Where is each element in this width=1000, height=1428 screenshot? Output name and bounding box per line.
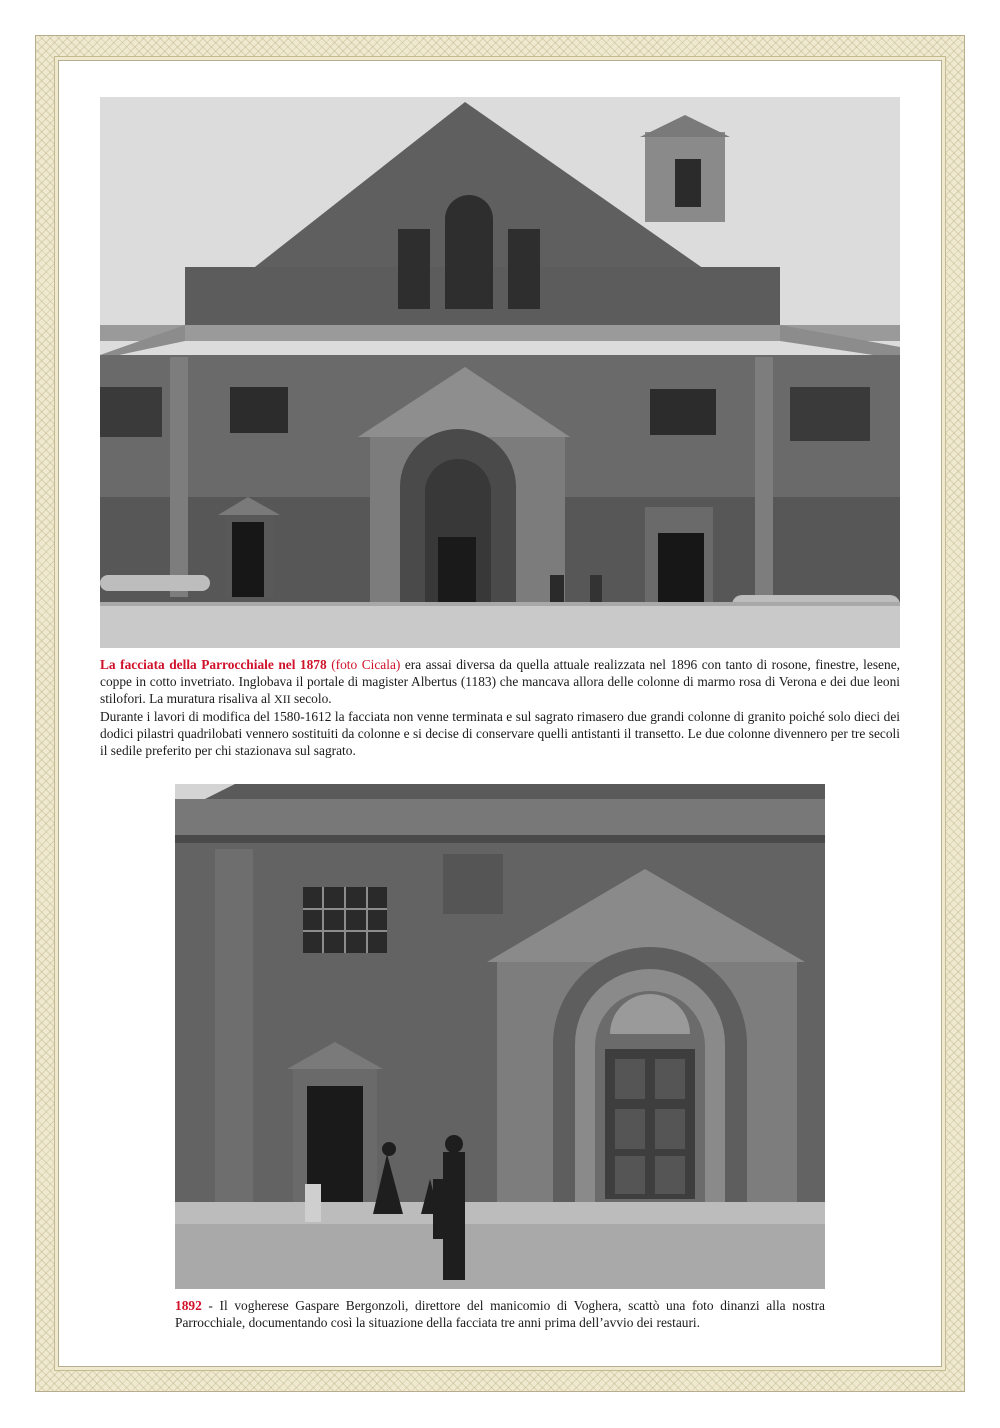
portal-1892-illustration xyxy=(175,784,825,1289)
century-numeral: XII xyxy=(274,692,291,706)
facade-1878-illustration xyxy=(100,97,900,648)
caption-highlight-title: La facciata della Parrocchiale nel 1878 xyxy=(100,657,327,672)
caption-portal-1892 xyxy=(175,1297,825,1331)
caption-paragraph-1892 xyxy=(175,1297,825,1331)
caption-text: era assai diversa da quella attuale realizzata nel 1896 con tanto di rosone, finestre, lesene, coppe in cotto invetriato. Inglobava il portale di magister Albertus (1183) che mancava allora delle colonne di marmo rosa di Verona e dei due leoni stilofori. La muratura risaliva al xyxy=(100,657,900,706)
photo-credit: (foto Cicala) xyxy=(331,657,401,672)
caption-year: 1892 xyxy=(175,1298,202,1313)
caption-paragraph-1 xyxy=(100,656,900,708)
photo-portal-1892 xyxy=(175,784,825,1289)
caption-facade-1878 xyxy=(100,656,900,759)
caption-paragraph-2: Durante i lavori di modifica del 1580-1612 la facciata non venne terminata e sul sagrato rimasero due grandi colonne di granito poiché solo dieci dei dodici pilastri quadrilobati vennero sostituiti da colonne e si decise di conservare quelli antistanti il transetto. Le due colonne divennero per tre secoli il sedile preferito per chi stazionava sul sagrato. xyxy=(100,709,900,758)
photo-facade-1878 xyxy=(100,97,900,648)
caption-text-end: secolo. xyxy=(290,691,332,706)
caption-text-1892: - Il vogherese Gaspare Bergonzoli, direttore del manicomio di Voghera, scattò una foto dinanzi alla nostra Parrocchiale, documentando così la situazione della facciata tre anni prima dell’avvio dei restauri. xyxy=(175,1298,825,1330)
